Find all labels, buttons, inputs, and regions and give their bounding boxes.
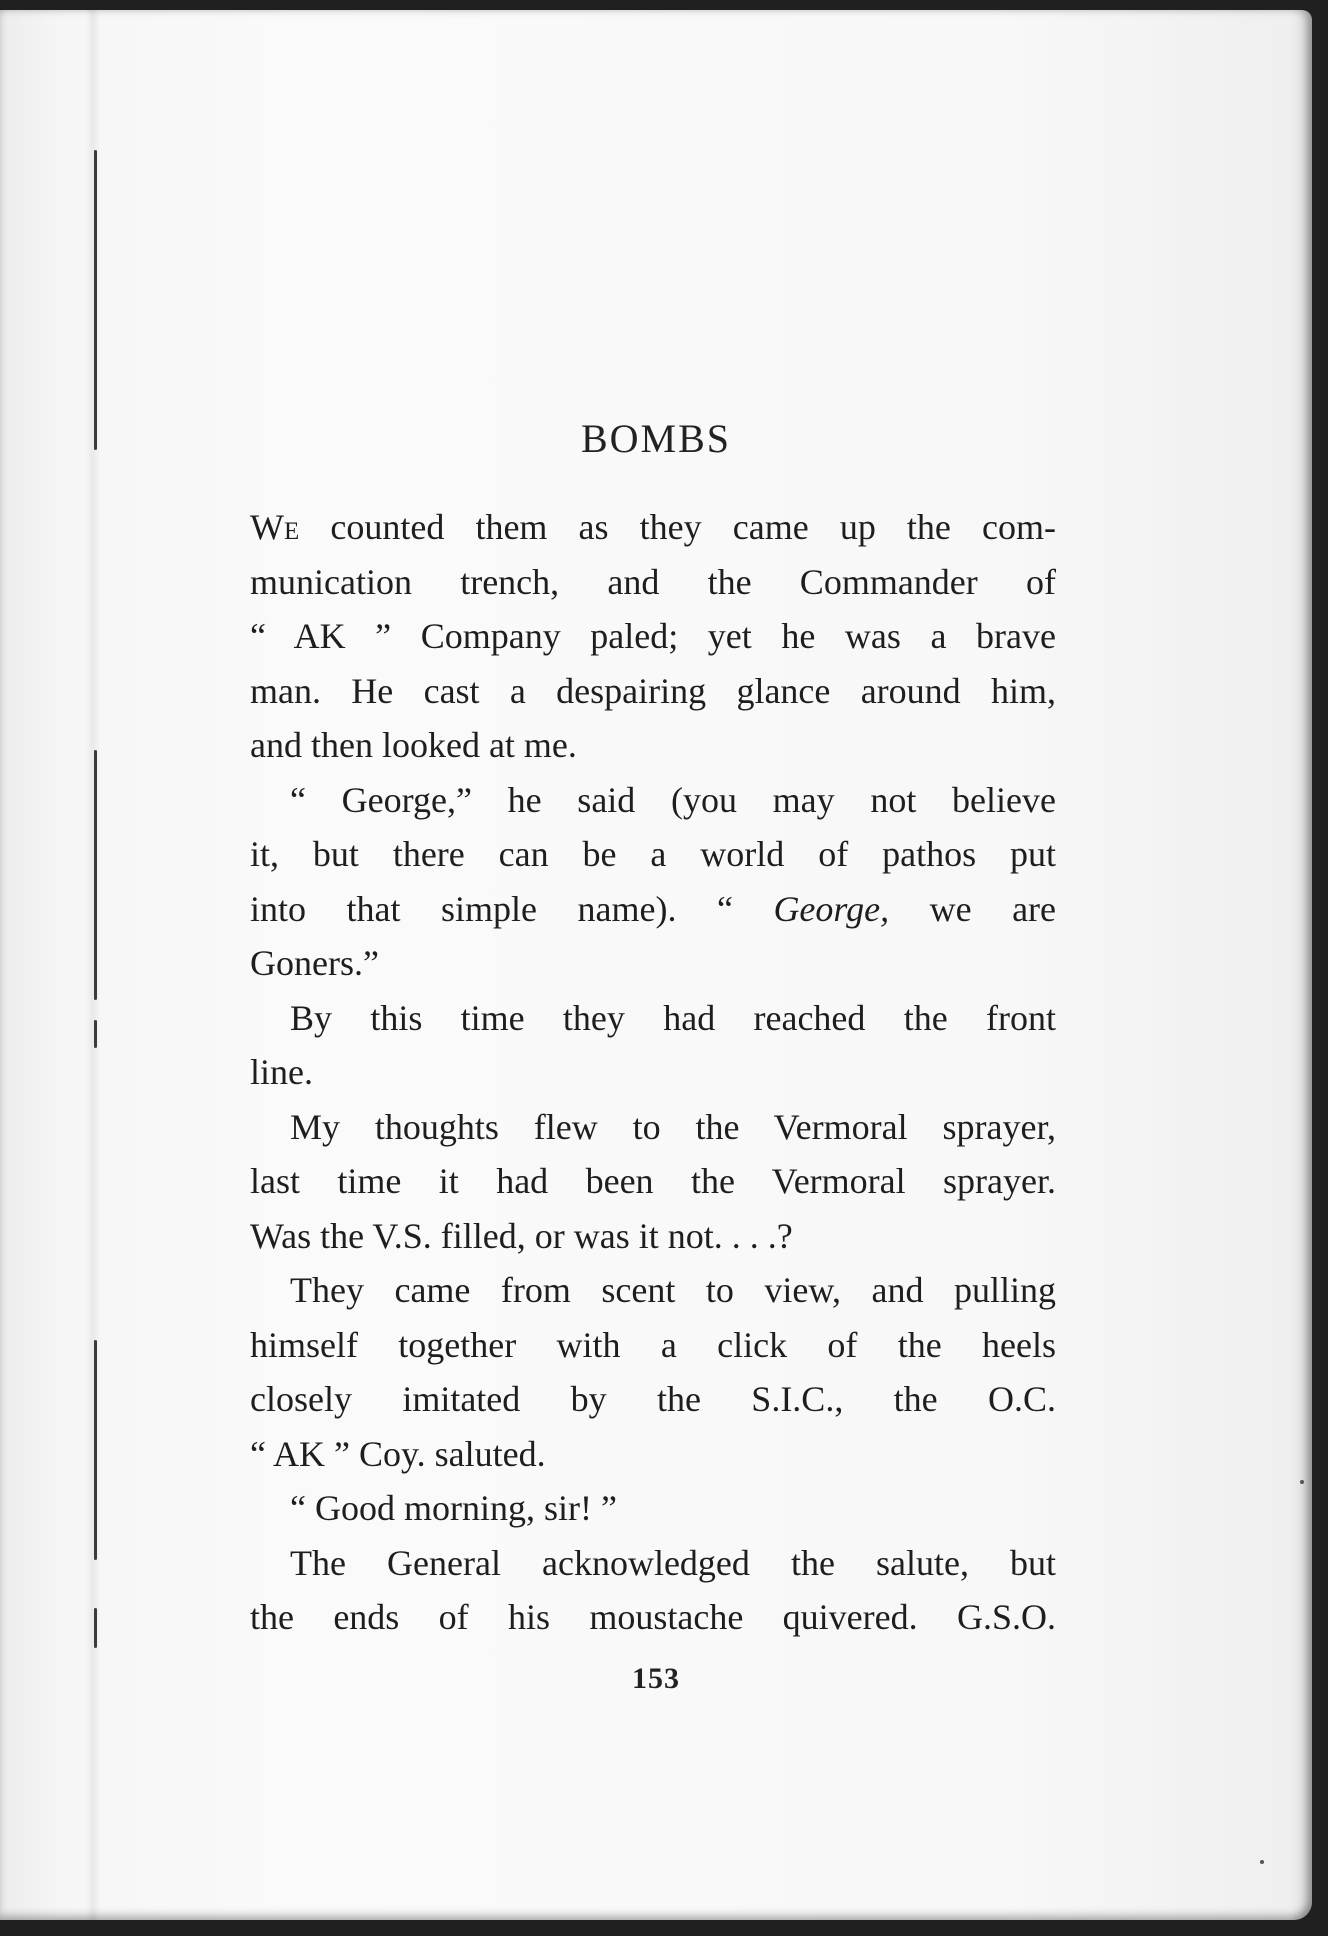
text-segment: closely imitated by the S.I.C., the O.C.	[250, 1379, 1056, 1419]
text-segment: By this time they had reached the front	[290, 997, 1056, 1038]
text-line	[250, 1209, 1056, 1264]
text-line	[250, 1100, 1056, 1155]
text-segment: “ George,” he said (you may not believe	[290, 779, 1056, 820]
text-line	[250, 1263, 1056, 1318]
text-line	[250, 1590, 1056, 1645]
text-segment: counted them as they came up the com-	[299, 507, 1056, 547]
paper-speck	[1300, 1480, 1304, 1484]
text-line	[250, 827, 1056, 882]
text-segment: the ends of his moustache quivered. G.S.O.	[250, 1597, 1056, 1637]
text-line	[250, 773, 1056, 828]
text-segment: into that simple name). “	[250, 888, 774, 929]
drop-small-caps: We	[250, 507, 300, 547]
text-segment: munication trench, and the Commander of	[250, 561, 1056, 602]
text-line	[250, 1154, 1056, 1209]
text-line	[250, 991, 1056, 1046]
gutter-mark	[94, 1020, 97, 1048]
text-line	[250, 664, 1056, 719]
page-binding	[86, 10, 100, 1920]
body-text	[250, 500, 1056, 1645]
text-line	[250, 1045, 1056, 1100]
text-segment: “ Good morning, sir! ”	[290, 1488, 617, 1528]
text-segment: last time it had been the Vermoral sprayer.	[250, 1161, 1056, 1201]
page-number: 153	[632, 1662, 680, 1695]
text-line	[250, 609, 1056, 664]
chapter-heading: BOMBS	[580, 416, 732, 461]
text-segment: “ AK ” Coy. saluted.	[250, 1433, 546, 1474]
text-line	[250, 1481, 1056, 1536]
text-line	[250, 882, 1056, 937]
text-segment: himself together with a click of the heels	[250, 1324, 1056, 1365]
text-segment: Was the V.S. filled, or was it not. . . .?	[250, 1215, 793, 1256]
text-segment: it, but there can be a world of pathos put	[250, 834, 1056, 874]
text-line	[250, 1372, 1056, 1427]
text-line	[250, 1427, 1056, 1482]
text-segment: line.	[250, 1052, 313, 1092]
text-segment: man. He cast a despairing glance around him,	[250, 670, 1056, 711]
italic-segment: George,	[773, 888, 890, 929]
text-line	[250, 555, 1056, 610]
gutter-mark	[94, 150, 97, 450]
text-line	[250, 1536, 1056, 1591]
text-segment: “ AK ” Company paled; yet he was a brave	[250, 616, 1056, 656]
paper-speck	[1260, 1860, 1264, 1864]
text-line	[250, 1318, 1056, 1373]
text-line	[250, 500, 1056, 555]
gutter-mark	[94, 1608, 97, 1648]
text-line	[250, 936, 1056, 991]
text-segment: They came from scent to view, and pulling	[290, 1270, 1056, 1310]
text-segment: Goners.”	[250, 943, 379, 983]
text-segment: we are	[889, 888, 1057, 929]
book-page	[0, 10, 1312, 1920]
text-segment: and then looked at me.	[250, 725, 577, 765]
text-line	[250, 718, 1056, 773]
text-segment: My thoughts flew to the Vermoral sprayer,	[290, 1106, 1056, 1147]
text-segment: The General acknowledged the salute, but	[290, 1542, 1056, 1583]
gutter-mark	[94, 1340, 97, 1560]
gutter-mark	[94, 750, 97, 1000]
